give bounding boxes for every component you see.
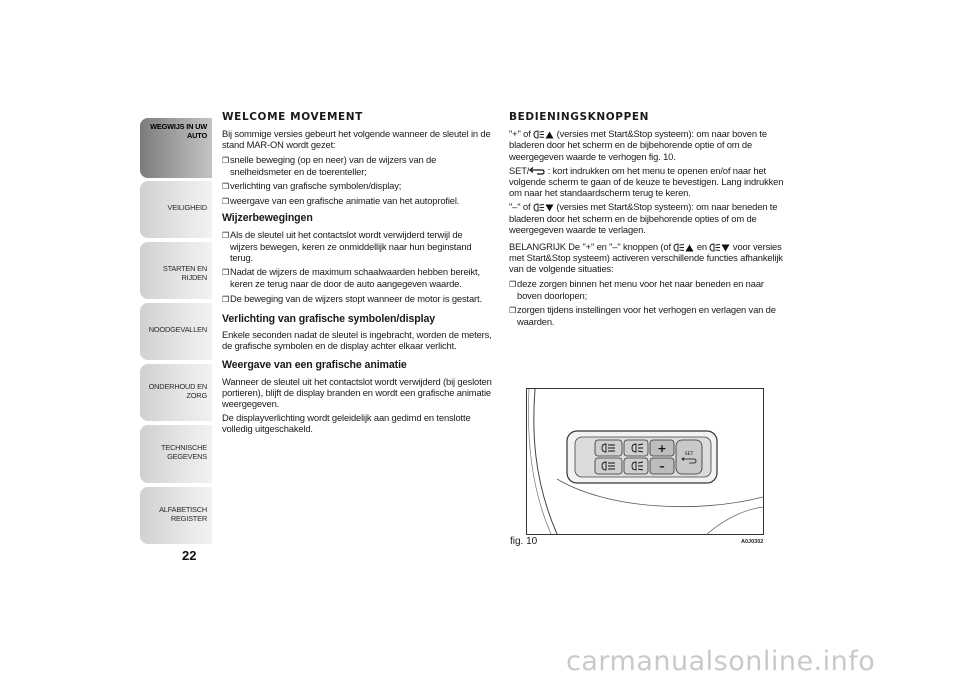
triangle-up-icon [545, 131, 554, 139]
return-arrow-icon [529, 167, 545, 175]
list-item: ❒zorgen tijdens instellingen voor het verhogen en verlagen van de waarden. [509, 304, 776, 328]
headlamp-icon [533, 203, 545, 212]
tab-veiligheid[interactable]: VEILIGHEID [140, 181, 212, 238]
list-item: ❒verlichting van grafische symbolen/display; [222, 180, 402, 192]
fig-10-illustration [526, 388, 764, 535]
ballot-box-icon: ❒ [222, 197, 230, 207]
watermark: carmanualsonline.info [566, 646, 876, 677]
tab-technische-gegevens[interactable]: TECHNISCHE GEGEVENS [140, 425, 212, 483]
plus-button-text: "+" of (versies met Start&Stop systeem): om naar boven te bladeren door het scherm en de bijbehorende optie of om de weergegeven waarde te verhogen fig. 10. [509, 128, 767, 162]
set-label: SET [684, 452, 694, 457]
animatie-text-1: Wanneer de sleutel uit het contactslot wordt verwijderd (bij gesloten portieren), blijft de display branden en wordt een grafische animatie weergegeven. [222, 375, 492, 410]
ballot-box-icon: ❒ [509, 279, 517, 289]
ballot-box-icon: ❒ [222, 230, 230, 240]
minus-label: – [659, 460, 665, 473]
ballot-box-icon: ❒ [222, 268, 230, 278]
bedieningsknoppen-title: BEDIENINGSKNOPPEN [509, 111, 650, 123]
ballot-box-icon: ❒ [222, 294, 230, 304]
set-button [676, 440, 702, 474]
minus-button-text: "–" of (versies met Start&Stop systeem): om naar beneden te bladeren door het scherm en de bijbehorende opties of om de weergegeven waarde te verlagen. [509, 201, 778, 235]
tab-noodgevallen[interactable]: NOODGEVALLEN [140, 303, 212, 360]
figure-caption: fig. 10 [510, 536, 538, 547]
triangle-up-icon [685, 244, 694, 252]
headlamp-icon [709, 243, 721, 252]
ballot-box-icon: ❒ [222, 182, 230, 192]
headlamp-icon [673, 243, 685, 252]
verlichting-text: Enkele seconden nadat de sleutel is ingebracht, worden de meters, de grafische symbolen en de display achter elkaar verlicht. [222, 329, 492, 352]
triangle-down-icon [721, 244, 730, 252]
triangle-down-icon [545, 204, 554, 212]
tab-wegwijs-in-uw-auto[interactable]: WEGWIJS IN UW AUTO [140, 118, 212, 178]
plus-label: + [657, 442, 667, 455]
section-title-verlichting: Verlichting van grafische symbolen/display [222, 312, 436, 325]
tab-alfabetisch-register[interactable]: ALFABETISCH REGISTER [140, 487, 212, 544]
page-number: 22 [182, 548, 197, 563]
dashboard-control-drawing [527, 389, 763, 534]
intro-text: Bij sommige versies gebeurt het volgende wanneer de sleutel in de stand MAR-ON wordt gezet: [222, 128, 491, 151]
tab-starten-en-rijden[interactable]: STARTEN EN RIJDEN [140, 242, 212, 299]
section-title-wijzerbewegingen: Wijzerbewegingen [222, 212, 313, 225]
right-column [509, 112, 786, 330]
set-button-text: SET/ : kort indrukken om het menu te openen en/of naar het volgende scherm te gaan of de keuze te bevestigen. Lang indrukken om naar het standaardscherm terug te keren. [509, 164, 784, 199]
figure-code: A0J0302 [741, 539, 764, 545]
headlamp-icon [533, 130, 545, 139]
list-item: ❒Als de sleutel uit het contactslot wordt verwijderd terwijl de wijzers bewegen, keren ze onmiddellijk naar hun beginstand terug. [222, 228, 472, 264]
belangrijk-text: BELANGRIJK De "+" en "–" knoppen (of en voor versies met Start&Stop systeem) activeren verschillende functies afhankelijk van de volgende situaties: [509, 241, 783, 275]
list-item: ❒Nadat de wijzers de maximum schaalwaarden hebben bereikt, keren ze terug naar de door de auto aangegeven waarde. [222, 266, 480, 290]
list-item: ❒weergave van een grafische animatie van het autoprofiel. [222, 195, 460, 207]
tab-onderhoud-en-zorg[interactable]: ONDERHOUD EN ZORG [140, 364, 212, 421]
list-item: ❒De beweging van de wijzers stopt wanneer de motor is gestart. [222, 292, 482, 304]
section-title-animatie: Weergave van een grafische animatie [222, 359, 407, 372]
ballot-box-icon: ❒ [222, 155, 230, 165]
left-column [222, 112, 492, 438]
welcome-movement-title: WELCOME MOVEMENT [222, 111, 363, 123]
ballot-box-icon: ❒ [509, 306, 517, 316]
animatie-text-2: De displayverlichting wordt geleidelijk aan gedimd en tenslotte volledig uitgeschakeld. [222, 412, 471, 435]
list-item: ❒snelle beweging (op en neer) van de wijzers van de snelheidsmeter en de toerenteller; [222, 153, 437, 177]
list-item: ❒deze zorgen binnen het menu voor het naar beneden en naar boven doorlopen; [509, 277, 764, 301]
